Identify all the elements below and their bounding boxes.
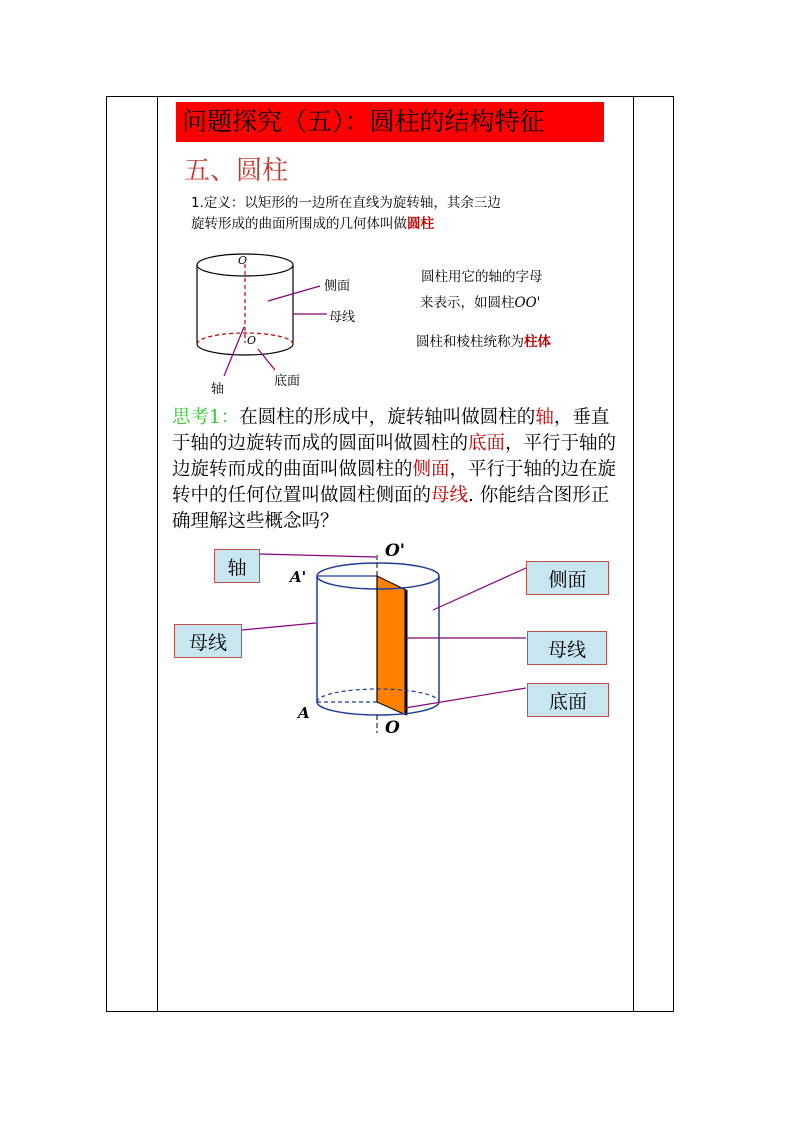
section-banner: 问题探究（五）：圆柱的结构特征 [176,102,604,142]
note-term: 柱体 [524,334,551,350]
think-term-generatrix: 母线 [431,485,469,506]
fig2-bottom-front-arc [317,702,439,715]
note-line-2-prefix: 来表示，如圆柱 [420,295,515,311]
fig2-pointer-generatrix-left [242,623,316,630]
fig2-point-o-prime: O' [385,541,406,561]
think-term-axis: 轴 [535,407,554,428]
note-line-3-prefix: 圆柱和棱柱统称为 [416,334,524,350]
fig2-pointer-axis [260,554,376,557]
definition-term: 圆柱 [407,216,434,232]
fig2-point-o: O [385,718,400,738]
think-term-base: 底面 [468,433,506,454]
definition-line-2-prefix: 旋转形成的曲面所围成的几何体叫做 [191,216,407,232]
note-symbol: OO' [514,295,541,311]
fig1-label-top-o: O [238,254,248,267]
think-sentence-1: 在圆柱的形成中，旋转轴叫做圆柱的 [239,407,536,428]
section-title: 五、圆柱 [184,156,289,186]
think-sentence-4: ，平行于轴的边在旋转中的任何位置叫做圆柱侧面的 [172,459,617,506]
think-sentence-5: . 你能结合图形正确理解这些概念吗？ [172,485,610,532]
think-sentence-3: ，平行于轴的边旋转而成的曲面叫做圆柱的 [172,433,617,480]
note-line-1: 圆柱用它的轴的字母 [421,269,543,285]
think-term-side: 侧面 [412,459,450,480]
fig1-label-side: 侧面 [324,279,351,294]
callout-axis: 轴 [214,549,260,583]
callout-generatrix-right: 母线 [527,631,607,665]
fig1-label-generatrix: 母线 [329,310,356,325]
think-label: 思考1 [172,407,221,428]
callout-side: 侧面 [526,561,609,595]
fig2-point-a-prime: A' [290,568,307,586]
think-sentence-2: ，垂直于轴的边旋转而成的圆面叫做圆柱的 [172,407,610,454]
fig1-label-bottom-o: O [247,334,257,347]
fig1-label-base: 底面 [274,374,301,389]
think-colon: ： [220,407,240,428]
callout-generatrix-left: 母线 [174,624,242,658]
definition-line-1: 1.定义：以矩形的一边所在直线为旋转轴，其余三边 [191,195,501,211]
fig2-rotating-rectangle [377,576,406,715]
fig2-pointer-side [433,568,526,610]
fig1-label-axis: 轴 [211,382,225,397]
fig2-point-a: A [298,704,310,722]
fig2-pointer-base [405,688,526,708]
callout-base: 底面 [527,683,609,717]
